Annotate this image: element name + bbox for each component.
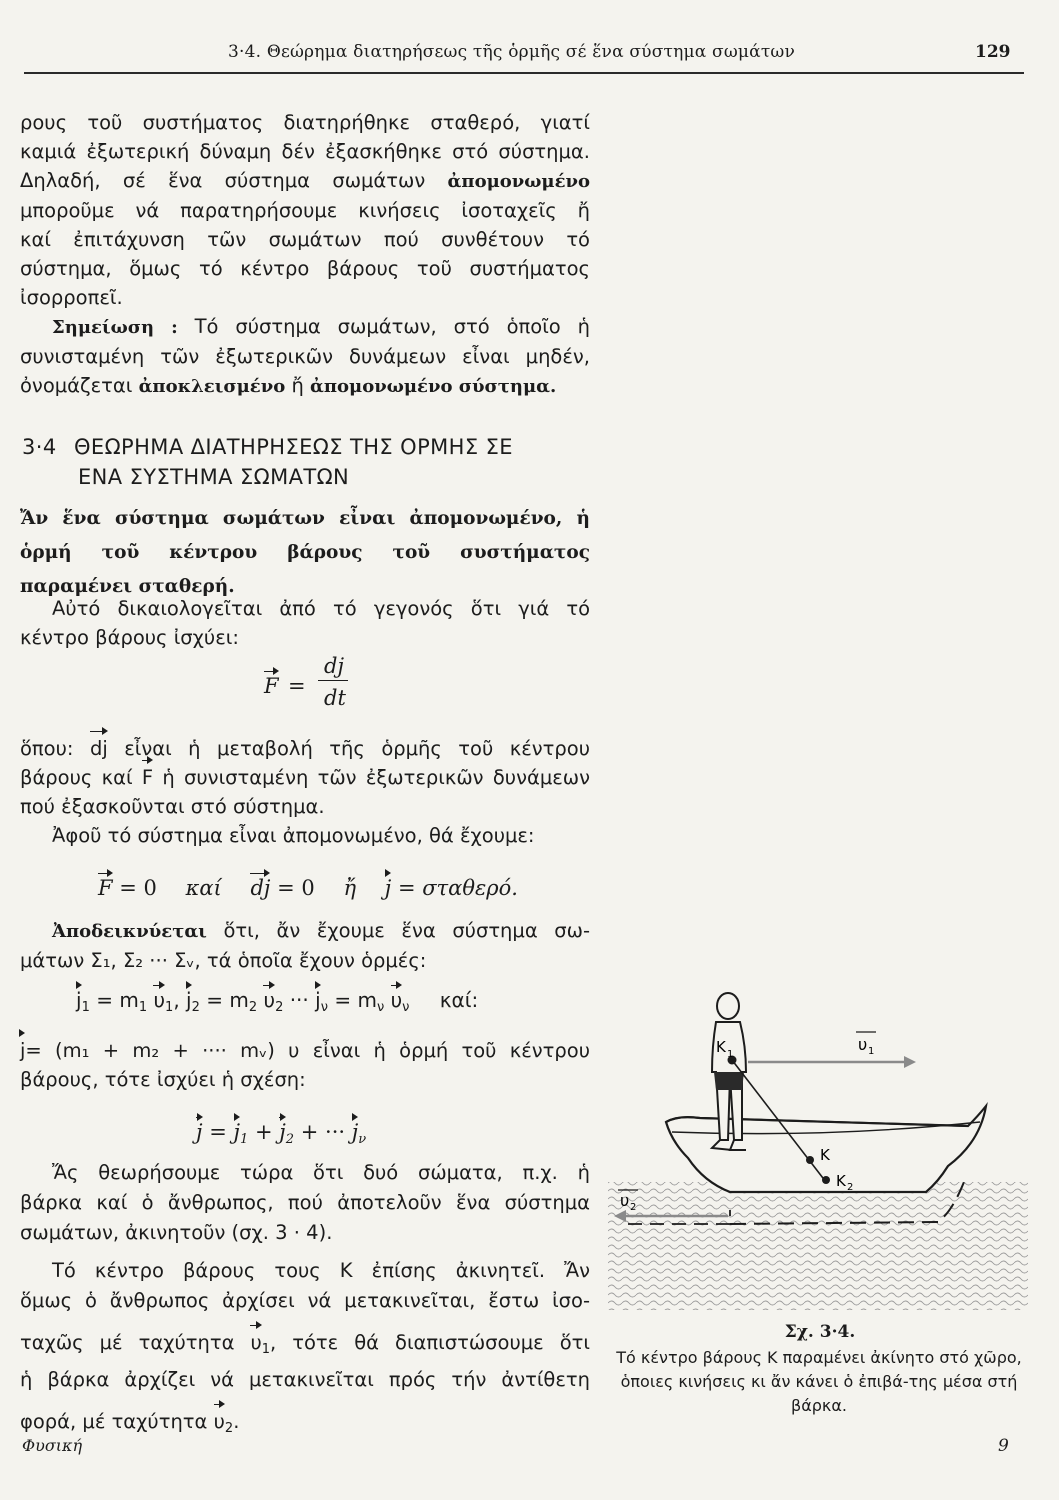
example-v1-sub: 1 <box>261 1342 271 1357</box>
theorem-statement: Ἄν ἕνα σύστημα σωμάτων εἶναι ἀπομονωμένο, ἡ ὁρμή τοῦ κέντρου βάρους τοῦ συστήματος παραμένει σταθερή. <box>20 508 590 597</box>
footer-signature-mark: 9 <box>998 1436 1009 1456</box>
eq2-dj: dj <box>250 876 271 900</box>
eq2-j: j <box>384 876 392 900</box>
intro-p2-pre: Δηλαδή, σέ ἕνα σύστημα σωμάτων <box>20 169 448 192</box>
example-line-3: σωμάτων, ἀκινητοῦν (σχ. 3 · 4). <box>20 1221 333 1244</box>
eq4-line-1 <box>20 1036 590 1065</box>
intro-line-2: καμιά ἐξωτερική δύναμη δέν ἐξασκήθηκε στό σύστημα. <box>20 140 590 163</box>
intro-line-1: ρους τοῦ συστήματος διατηρήθηκε σταθερό, γιατί <box>20 111 590 134</box>
eq3-u2-sub: 2 <box>275 1000 284 1015</box>
eq5-j: j <box>196 1120 203 1144</box>
arrow-v1-head <box>904 1056 916 1068</box>
eq5-j2: j <box>279 1120 286 1144</box>
example-l6-pre: ταχῶς μέ ταχύτητα <box>20 1331 251 1354</box>
eq3-jv: j <box>315 988 321 1012</box>
since-line: Ἀφοῦ τό σύστημα εἶναι ἀπομονωμένο, θά ἔχουμε: <box>52 824 535 847</box>
figure-caption-title: Σχ. 3·4. <box>784 1322 856 1342</box>
section-title-line-2: ΕΝΑ ΣΥΣΤΗΜΑ ΣΩΜΑΤΩΝ <box>78 465 350 489</box>
example-l6-post: , τότε θά διαπιστώσουμε ὅτι <box>270 1331 590 1354</box>
example-v1: υ <box>250 1328 261 1358</box>
equation-total-block <box>20 1036 590 1094</box>
water-area <box>608 1182 1028 1310</box>
eq3-uv: υ <box>390 988 403 1012</box>
eq3-eqv: = m <box>334 988 377 1012</box>
eq3-j2-sub: 2 <box>191 1000 200 1015</box>
eq5-plus1: + <box>254 1120 273 1144</box>
label-v2-sub: 2 <box>630 1202 637 1213</box>
eq2-zero2: = 0 <box>277 876 315 900</box>
footer-book-title: Φυσική <box>22 1436 83 1455</box>
example-line-1: Ἄς θεωρήσουμε τώρα ὅτι δυό σώματα, π.χ. ἡ <box>52 1161 590 1184</box>
proof-text-1: ὅτι, ἄν ἔχουμε ἕνα σύστημα σω- <box>206 919 590 942</box>
eq2-or: ἤ <box>343 876 357 900</box>
where-line-1 <box>20 734 590 763</box>
label-K2: K <box>836 1172 846 1190</box>
note-text-3: ὀνομάζεται <box>20 374 139 397</box>
eq2-zero1: = 0 <box>119 876 157 900</box>
example-line-6 <box>20 1328 590 1365</box>
eq3-jv-sub: ν <box>320 1000 328 1015</box>
intro-p2-line-2: μποροῦμε νά παρατηρήσουμε κινήσεις ἰσοταχεῖς ἤ <box>20 199 590 222</box>
justification-line-1: Αὐτό δικαιολογεῖται ἀπό τό γεγονός ὅτι γιά τό <box>52 597 590 620</box>
eq1-F: F <box>264 674 279 698</box>
note-line-2: συνισταμένη τῶν ἐξωτερικῶν δυνάμεων εἶναι μηδέν, <box>20 345 590 368</box>
figure-boat-diagram <box>608 810 1028 1310</box>
eq3-j1-sub: 1 <box>81 1000 90 1015</box>
label-v2: υ <box>620 1191 630 1210</box>
eq2-const: = σταθερό. <box>397 876 518 900</box>
eq3-comma: , <box>173 988 187 1012</box>
label-v1-sub: 1 <box>868 1046 875 1057</box>
proof-label: Ἀποδεικνύεται <box>52 921 207 942</box>
eq5-jv-sub: ν <box>358 1132 367 1147</box>
running-header-title: 3·4. Θεώρημα διατηρήσεως τῆς ὁρμῆς σέ ἕνα σύστημα σωμάτων <box>228 42 796 62</box>
eq2-F: F <box>98 876 113 900</box>
label-K1-sub: 1 <box>727 1049 734 1060</box>
eq3-m1-sub: 1 <box>138 1000 148 1015</box>
proof-line-1 <box>20 916 590 946</box>
eq4-text: = (m₁ + m₂ + ···· mᵥ) υ εἶναι ἡ ὁρμή τοῦ κέντρου <box>25 1039 590 1062</box>
where-l2post: ἡ συνισταμένη τῶν ἐξωτερικῶν δυνάμεων <box>153 766 590 789</box>
equation-force <box>262 654 382 720</box>
eq3-m2-sub: 2 <box>248 1000 258 1015</box>
intro-p2-line-5: ἰσορροπεῖ. <box>20 286 123 309</box>
equation-zero <box>98 876 578 900</box>
header-rule <box>24 72 1024 74</box>
eq5-j1-sub: 1 <box>240 1132 249 1147</box>
example-line-5: ὅμως ὁ ἄνθρωπος ἀρχίσει νά μετακινεῖται, ἔστω ἰσο- <box>20 1289 590 1312</box>
where-block <box>20 734 590 850</box>
eq3-uv-sub: ν <box>402 1000 410 1015</box>
eq1-denominator: dt <box>324 686 346 710</box>
eq3-u1: υ <box>153 988 166 1012</box>
note-label: Σημείωση : <box>52 317 178 338</box>
eq3-u2: υ <box>263 988 276 1012</box>
intro-p2-line-1 <box>20 166 590 196</box>
eq3-kai: καί: <box>439 988 479 1012</box>
eq5-eq: = <box>209 1120 227 1144</box>
eq3-dots: ··· <box>283 988 316 1012</box>
eq5-jv: j <box>351 1120 359 1144</box>
section-heading <box>22 432 592 492</box>
eq1-equals: = <box>288 674 306 698</box>
where-l2pre: βάρους καί <box>20 766 142 789</box>
eq1-numerator: dj <box>324 654 344 678</box>
equation-sum <box>196 1120 366 1147</box>
eq2-kai: καί <box>185 876 222 900</box>
eq5-j1: j <box>233 1120 241 1144</box>
note-line-3 <box>20 371 590 401</box>
proof-block <box>20 916 590 975</box>
page-number: 129 <box>975 42 1011 62</box>
note-text-1: Τό σύστημα σωμάτων, στό ὁποῖο ἡ <box>177 315 590 338</box>
label-v1: υ <box>858 1035 868 1054</box>
eq4-line-2: βάρους, τότε ἰσχύει ἡ σχέση: <box>20 1068 306 1091</box>
note-or: ἤ <box>285 374 311 397</box>
label-K2-sub: 2 <box>847 1182 854 1193</box>
where-F: F <box>142 763 153 792</box>
eq5-plus2: + ··· <box>300 1120 352 1144</box>
note-line-1 <box>20 312 590 342</box>
justification-line-2: κέντρο βάρους ἰσχύει: <box>20 626 239 649</box>
label-K: K <box>820 1146 830 1164</box>
point-K <box>806 1156 814 1164</box>
where-line-3: πού ἐξασκοῦνται στό σύστημα. <box>20 795 325 818</box>
example-line-4: Τό κέντρο βάρους τους K ἐπίσης ἀκινητεῖ. Ἄν <box>52 1259 590 1282</box>
example-line-2: βάρκα καί ὁ ἄνθρωπος, πού ἀποτελοῦν ἕνα σύστημα <box>20 1191 590 1214</box>
proof-line-2: μάτων Σ₁, Σ₂ ··· Σᵥ, τά ὁποῖα ἔχουν ὁρμές: <box>20 949 427 972</box>
bleed-through-area <box>610 110 1030 530</box>
label-K1: K <box>716 1038 726 1056</box>
intro-p2-line-3: καί ἐπιτάχυνση τῶν σωμάτων πού συνθέτουν τό <box>20 228 590 251</box>
eq4-j: j <box>20 1036 25 1065</box>
eq1-fraction-bar <box>318 680 348 681</box>
eq3-u1-sub: 1 <box>165 1000 174 1015</box>
where-dj: dj <box>90 734 108 763</box>
eq3-j2: j <box>186 988 192 1012</box>
eq3-mv-sub: ν <box>376 1000 385 1015</box>
where-pre: ὅπου: <box>20 737 90 760</box>
eq3-j1: j <box>76 988 82 1012</box>
where-mid: εἶναι ἡ μεταβολή τῆς ὁρμῆς τοῦ κέντρου <box>107 737 590 760</box>
intro-block <box>20 108 590 401</box>
note-bold-2: ἀπομονωμένο σύστημα. <box>310 376 557 397</box>
eq3-eq2: = m <box>206 988 249 1012</box>
example-line-8 <box>20 1407 590 1444</box>
note-bold-1: ἀποκλεισμένο <box>138 376 286 397</box>
intro-p2-line-4: σύστημα, ὅμως τό κέντρο βάρους τοῦ συστήματος <box>20 257 590 280</box>
intro-p2-bold: ἀπομονωμένο <box>447 171 590 192</box>
justification-block <box>20 594 590 652</box>
point-K2 <box>822 1176 830 1184</box>
where-line-2 <box>20 763 590 792</box>
example-line-7: ἡ βάρκα ἀρχίζει νά μετακινεῖται πρός τήν ἀντίθετη <box>20 1368 590 1391</box>
example-v2: υ <box>214 1407 225 1437</box>
example-l8-post: . <box>233 1410 240 1433</box>
example-block <box>20 1158 590 1444</box>
equation-momenta <box>76 988 596 1015</box>
example-l8-pre: φορά, μέ ταχύτητα <box>20 1410 214 1433</box>
eq5-j2-sub: 2 <box>285 1132 295 1147</box>
example-v2-sub: 2 <box>224 1421 234 1436</box>
figure-caption-text: Τό κέντρο βάρους K παραμένει ἀκίνητο στό χῶρο, ὁποιες κινήσεις κι ἄν κάνει ὁ ἐπιβά-της μέσα στή βάρκα. <box>616 1348 1022 1415</box>
section-title-line-1: ΘΕΩΡΗΜΑ ΔΙΑΤΗΡΗΣΕΩΣ ΤΗΣ ΟΡΜΗΣ ΣΕ <box>74 435 513 459</box>
section-number: 3·4 <box>22 435 57 459</box>
eq3-eq1: = m <box>96 988 139 1012</box>
